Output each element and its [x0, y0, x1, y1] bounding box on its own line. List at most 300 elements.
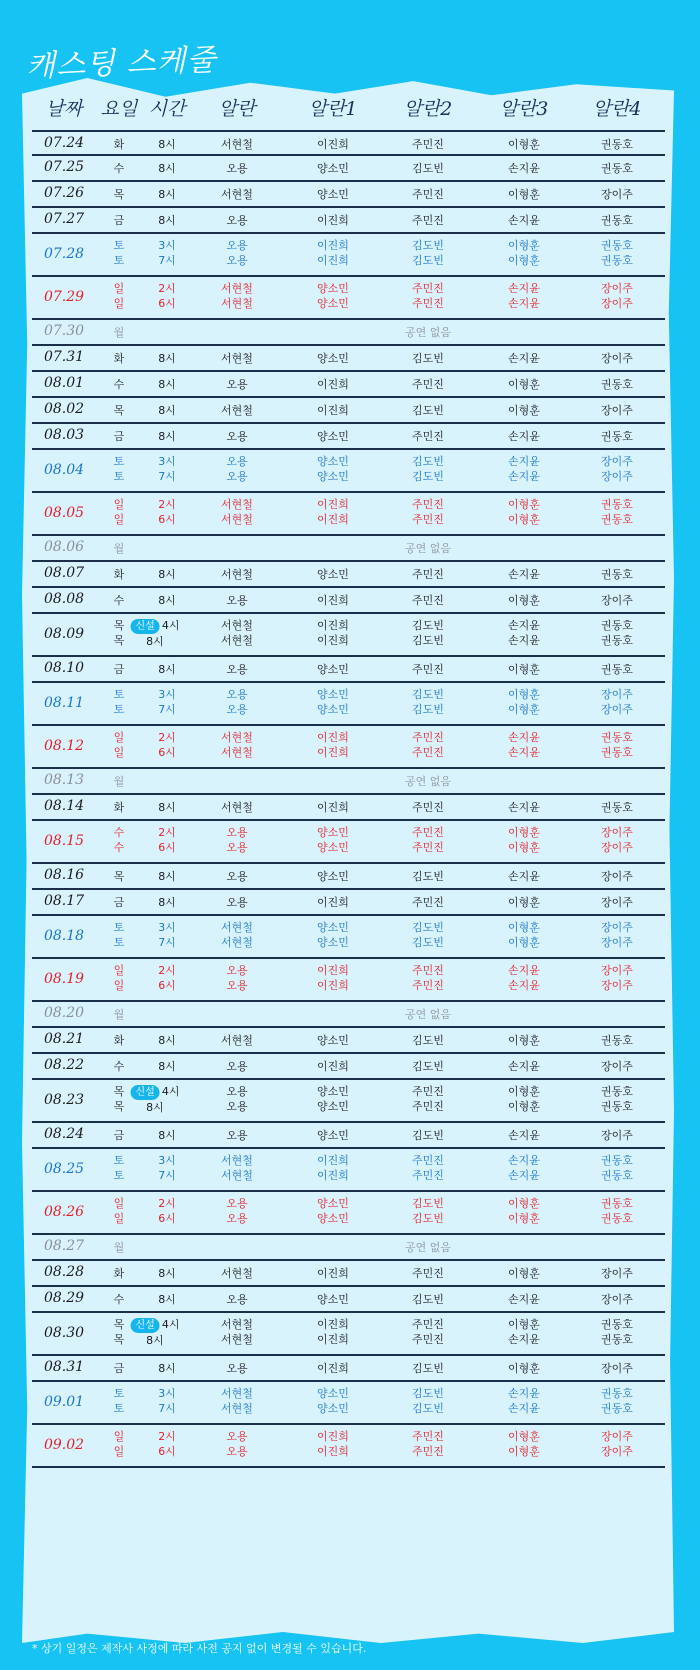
cast-name: 손지윤	[508, 1387, 540, 1400]
time-value: 8시	[158, 404, 176, 417]
cast-cell	[412, 238, 444, 268]
cast-name: 장이주	[601, 1129, 633, 1142]
cast-name: 손지윤	[508, 430, 540, 443]
cast-name: 오용	[226, 378, 248, 391]
cast-name: 주민진	[412, 378, 444, 391]
cast-name: 장이주	[601, 1445, 633, 1458]
cast-name: 양소민	[317, 663, 349, 676]
time-cell	[158, 351, 176, 366]
cast-cell	[317, 497, 349, 527]
cast-cell	[317, 187, 349, 202]
time-line	[158, 840, 176, 855]
time-value: 8시	[158, 162, 176, 175]
cast-name: 이형훈	[508, 1362, 540, 1375]
cast-name: 서현철	[221, 513, 253, 526]
cast-cell	[508, 403, 540, 418]
cast-name: 장이주	[601, 703, 633, 716]
cast-cell	[601, 213, 633, 228]
date-cell: 07.29	[43, 288, 85, 305]
schedule-row	[32, 156, 665, 182]
date-cell: 08.30	[43, 1324, 85, 1341]
cast-name: 손지윤	[508, 1293, 540, 1306]
cast-cell	[412, 497, 444, 527]
cast-name: 손지윤	[508, 619, 540, 632]
cast-cell	[601, 687, 633, 717]
cast-cell	[508, 497, 540, 527]
new-badge: 신설	[131, 619, 160, 634]
cast-name: 권동호	[601, 430, 633, 443]
day-value: 일	[113, 964, 125, 977]
time-line	[158, 296, 176, 311]
cast-cell	[601, 1128, 633, 1143]
time-value: 8시	[146, 635, 164, 648]
time-value: 2시	[158, 498, 176, 511]
cast-cell	[226, 895, 247, 910]
cast-cell	[317, 1266, 349, 1281]
schedule-row	[32, 588, 665, 614]
cast-name: 손지윤	[508, 282, 540, 295]
time-line	[158, 469, 176, 484]
cast-cell	[601, 454, 633, 484]
cast-name: 주민진	[412, 1154, 444, 1167]
no-show-text: 공연 없음	[404, 1008, 452, 1021]
cast-cell	[508, 730, 540, 760]
cast-name: 이형훈	[508, 594, 540, 607]
time-line	[158, 745, 176, 760]
cast-cell	[412, 920, 444, 950]
cast-cell	[221, 567, 253, 582]
time-cell	[158, 567, 176, 582]
time-cell	[158, 895, 176, 910]
schedule-row	[32, 536, 665, 562]
cast-cell	[601, 825, 633, 855]
day-value: 토	[113, 1402, 125, 1415]
time-cell	[158, 662, 176, 677]
day-value: 월	[113, 1008, 125, 1021]
cast-cell	[221, 800, 253, 815]
cast-name: 손지윤	[508, 1129, 540, 1142]
time-cell	[158, 963, 176, 993]
cast-name: 이진희	[317, 1318, 349, 1331]
cast-cell	[221, 1153, 253, 1183]
cast-name: 이진희	[317, 1333, 349, 1346]
time-value: 8시	[158, 1362, 176, 1375]
cast-cell	[412, 1361, 444, 1376]
cast-name: 주민진	[412, 979, 444, 992]
cast-cell	[508, 351, 540, 366]
cast-cell	[226, 593, 247, 608]
time-value: 8시	[158, 352, 176, 365]
schedule-row	[32, 1313, 665, 1356]
time-line	[158, 1361, 176, 1376]
time-value: 8시	[158, 1034, 176, 1047]
time-value: 2시	[158, 826, 176, 839]
date-cell: 08.02	[43, 401, 85, 417]
time-line	[158, 454, 176, 469]
time-cell	[158, 1386, 176, 1416]
cast-name: 김도빈	[412, 703, 444, 716]
cast-name: 장이주	[601, 188, 633, 201]
time-cell	[158, 1033, 176, 1048]
date-cell: 07.27	[43, 211, 85, 227]
time-cell	[158, 281, 176, 311]
time-cell	[158, 687, 176, 717]
cast-cell	[317, 687, 349, 717]
cast-cell	[508, 281, 540, 311]
cast-cell	[317, 1292, 349, 1307]
cast-name: 이형훈	[508, 703, 540, 716]
day-cell	[114, 1084, 125, 1114]
time-value: 3시	[158, 1154, 176, 1167]
cast-name: 김도빈	[412, 1034, 444, 1047]
date-cell: 08.25	[43, 1160, 85, 1177]
day-cell	[114, 325, 125, 340]
day-value: 화	[113, 138, 125, 151]
cast-name: 이형훈	[508, 921, 540, 934]
cast-cell	[317, 800, 349, 815]
time-cell	[158, 1059, 176, 1074]
cast-name: 양소민	[317, 1100, 349, 1113]
cast-name: 권동호	[601, 1100, 633, 1113]
date-cell: 08.12	[43, 737, 85, 754]
cast-cell	[317, 1059, 349, 1074]
day-value: 화	[113, 1034, 125, 1047]
page-title: 캐스팅 스케줄	[25, 42, 218, 85]
cast-cell	[601, 1361, 633, 1376]
cast-name: 주민진	[412, 1267, 444, 1280]
day-cell	[114, 593, 125, 608]
cast-name: 이형훈	[508, 688, 540, 701]
cast-cell	[601, 963, 633, 993]
cast-name: 이진희	[317, 513, 349, 526]
time-value: 7시	[158, 1402, 176, 1415]
cast-cell	[508, 1128, 540, 1143]
cast-name: 양소민	[317, 568, 349, 581]
time-value: 3시	[158, 1387, 176, 1400]
time-value: 6시	[158, 841, 176, 854]
cast-cell	[412, 1386, 444, 1416]
time-line	[158, 1444, 176, 1459]
cast-name: 손지윤	[508, 297, 540, 310]
cast-name: 장이주	[601, 896, 633, 909]
day-cell	[114, 1153, 125, 1183]
cast-cell	[508, 454, 540, 484]
time-value: 3시	[158, 688, 176, 701]
cast-cell	[317, 730, 349, 760]
day-value: 목	[113, 619, 125, 632]
cast-name: 장이주	[601, 826, 633, 839]
cast-name: 이진희	[317, 731, 349, 744]
cast-name: 김도빈	[412, 1197, 444, 1210]
day-cell	[114, 1240, 125, 1255]
cast-cell	[412, 869, 444, 884]
cast-name: 이진희	[317, 594, 349, 607]
time-line	[158, 497, 176, 512]
cast-name: 서현철	[221, 731, 253, 744]
cast-name: 양소민	[317, 936, 349, 949]
time-value: 7시	[158, 936, 176, 949]
cast-name: 양소민	[317, 841, 349, 854]
cast-cell	[508, 238, 540, 268]
cast-cell	[226, 213, 247, 228]
day-cell	[114, 800, 125, 815]
cast-name: 권동호	[601, 162, 633, 175]
time-cell	[158, 1292, 176, 1307]
cast-cell	[412, 1059, 444, 1074]
cast-name: 양소민	[317, 1387, 349, 1400]
cast-cell	[508, 825, 540, 855]
time-cell	[158, 1128, 176, 1143]
cast-name: 서현철	[221, 188, 253, 201]
cast-cell	[508, 800, 540, 815]
day-value: 일	[113, 498, 125, 511]
day-cell	[114, 351, 125, 366]
cast-cell	[412, 593, 444, 608]
time-line	[158, 1292, 176, 1307]
cast-cell	[601, 187, 633, 202]
cast-name: 주민진	[412, 282, 444, 295]
day-cell	[114, 567, 125, 582]
cast-name: 주민진	[412, 896, 444, 909]
cast-name: 김도빈	[412, 619, 444, 632]
cast-name: 권동호	[601, 731, 633, 744]
time-line	[158, 687, 176, 702]
day-value: 화	[113, 1267, 125, 1280]
cast-cell	[221, 497, 253, 527]
schedule-row	[32, 890, 665, 916]
cast-name: 이형훈	[508, 254, 540, 267]
cast-cell	[317, 1084, 349, 1114]
cast-name: 권동호	[601, 1169, 633, 1182]
cast-name: 오용	[226, 688, 248, 701]
schedule-row	[32, 182, 665, 208]
cast-cell	[317, 618, 349, 648]
cast-cell	[508, 1153, 540, 1183]
time-line	[158, 213, 176, 228]
time-cell	[158, 213, 176, 228]
day-value: 일	[113, 513, 125, 526]
time-value: 8시	[158, 801, 176, 814]
time-line	[131, 1084, 180, 1100]
cast-cell	[226, 1128, 247, 1143]
cast-name: 이진희	[317, 1445, 349, 1458]
date-cell: 08.18	[43, 927, 85, 944]
cast-name: 서현철	[221, 801, 253, 814]
cast-name: 이진희	[317, 746, 349, 759]
cast-cell	[221, 618, 253, 648]
cast-name: 양소민	[317, 470, 349, 483]
cast-name: 이형훈	[508, 1034, 540, 1047]
time-line	[158, 161, 176, 176]
date-cell: 08.21	[43, 1031, 85, 1047]
cast-cell	[601, 662, 633, 677]
day-cell	[114, 895, 125, 910]
cast-cell	[508, 593, 540, 608]
cast-name: 장이주	[601, 594, 633, 607]
cast-name: 권동호	[601, 1402, 633, 1415]
cast-cell	[412, 730, 444, 760]
cast-cell	[412, 137, 444, 152]
cast-cell	[412, 377, 444, 392]
cast-name: 오용	[226, 455, 248, 468]
date-cell: 08.04	[43, 461, 85, 478]
day-cell	[114, 730, 125, 760]
cast-name: 이진희	[317, 498, 349, 511]
day-value: 금	[113, 1129, 125, 1142]
day-value: 수	[113, 826, 125, 839]
cast-name: 양소민	[317, 1129, 349, 1142]
day-cell	[114, 377, 125, 392]
cast-name: 권동호	[601, 634, 633, 647]
schedule-table	[32, 130, 665, 1468]
cast-name: 이진희	[317, 1154, 349, 1167]
time-cell	[131, 1317, 180, 1348]
day-value: 토	[113, 688, 125, 701]
time-value: 8시	[158, 188, 176, 201]
cast-cell	[412, 687, 444, 717]
time-cell	[158, 137, 176, 152]
date-cell: 08.06	[43, 539, 85, 555]
day-cell	[114, 161, 125, 176]
time-line	[158, 1211, 176, 1226]
day-value: 토	[113, 1154, 125, 1167]
cast-cell	[508, 963, 540, 993]
day-cell	[114, 541, 125, 556]
cast-cell	[601, 920, 633, 950]
cast-name: 서현철	[221, 1387, 253, 1400]
date-cell: 08.19	[43, 970, 85, 987]
time-value: 6시	[158, 297, 176, 310]
cast-name: 장이주	[601, 1267, 633, 1280]
cast-cell	[508, 618, 540, 648]
cast-cell	[412, 895, 444, 910]
cast-cell	[508, 137, 540, 152]
cast-cell	[601, 377, 633, 392]
schedule-row	[32, 769, 665, 795]
time-line	[158, 1386, 176, 1401]
cast-cell	[508, 161, 540, 176]
schedule-row	[32, 864, 665, 890]
schedule-row	[32, 1356, 665, 1382]
time-value: 3시	[158, 455, 176, 468]
time-cell	[158, 1361, 176, 1376]
cast-cell	[317, 1361, 349, 1376]
day-value: 목	[113, 404, 125, 417]
day-value: 금	[113, 896, 125, 909]
cast-cell	[412, 800, 444, 815]
cast-name: 김도빈	[412, 1060, 444, 1073]
time-value: 8시	[146, 1334, 164, 1347]
cast-cell	[601, 567, 633, 582]
cast-cell	[317, 1153, 349, 1183]
header-alan2: 알란2	[403, 98, 453, 120]
cast-name: 권동호	[601, 1333, 633, 1346]
cast-name: 양소민	[317, 1197, 349, 1210]
cast-name: 이진희	[317, 1060, 349, 1073]
cast-cell	[601, 593, 633, 608]
cast-name: 장이주	[601, 1362, 633, 1375]
day-value: 일	[113, 979, 125, 992]
cast-name: 권동호	[601, 568, 633, 581]
schedule-row	[32, 1192, 665, 1235]
cast-name: 오용	[226, 841, 248, 854]
header-alan1: 알란1	[308, 98, 358, 120]
cast-cell	[601, 618, 633, 648]
time-line	[131, 1100, 180, 1115]
cast-name: 주민진	[412, 1430, 444, 1443]
cast-name: 양소민	[317, 1293, 349, 1306]
cast-cell	[317, 869, 349, 884]
date-cell: 08.27	[43, 1238, 85, 1254]
time-value: 4시	[161, 1318, 180, 1331]
cast-name: 오용	[226, 430, 248, 443]
cast-name: 이형훈	[508, 1085, 540, 1098]
cast-name: 장이주	[601, 979, 633, 992]
cast-cell	[317, 963, 349, 993]
cast-cell	[412, 403, 444, 418]
time-line	[158, 137, 176, 152]
cast-name: 양소민	[317, 1085, 349, 1098]
day-cell	[114, 1292, 125, 1307]
time-line	[158, 1153, 176, 1168]
cast-cell	[221, 730, 253, 760]
cast-cell	[226, 869, 247, 884]
cast-cell	[508, 1292, 540, 1307]
header-alan4: 알란4	[592, 98, 642, 120]
day-cell	[114, 825, 125, 855]
cast-name: 양소민	[317, 282, 349, 295]
day-value: 화	[113, 352, 125, 365]
cast-name: 김도빈	[412, 470, 444, 483]
cast-cell	[508, 895, 540, 910]
time-value: 4시	[161, 1085, 180, 1098]
day-value: 금	[113, 430, 125, 443]
new-badge: 신설	[131, 1085, 160, 1100]
schedule-row	[32, 1149, 665, 1192]
cast-name: 김도빈	[412, 1129, 444, 1142]
day-value: 목	[113, 634, 125, 647]
cast-cell	[317, 1196, 349, 1226]
date-cell: 09.01	[43, 1393, 85, 1410]
cast-name: 김도빈	[412, 1402, 444, 1415]
cast-name: 김도빈	[412, 254, 444, 267]
time-line	[158, 1033, 176, 1048]
date-cell: 07.25	[43, 159, 85, 175]
time-value: 6시	[158, 1212, 176, 1225]
day-value: 수	[113, 594, 125, 607]
time-value: 8시	[158, 594, 176, 607]
schedule-row	[32, 916, 665, 959]
schedule-row	[32, 372, 665, 398]
time-line	[158, 1429, 176, 1444]
day-value: 수	[113, 841, 125, 854]
time-value: 8시	[158, 378, 176, 391]
schedule-row	[32, 130, 665, 156]
cast-cell	[226, 238, 247, 268]
cast-name: 주민진	[412, 498, 444, 511]
cast-cell	[601, 1033, 633, 1048]
date-cell: 08.10	[43, 660, 85, 676]
cast-name: 권동호	[601, 746, 633, 759]
cast-name: 권동호	[601, 254, 633, 267]
cast-name: 오용	[226, 1197, 248, 1210]
cast-cell	[226, 1059, 247, 1074]
cast-cell	[226, 1429, 247, 1459]
time-line	[158, 702, 176, 717]
cast-name: 오용	[226, 1362, 248, 1375]
time-line	[158, 825, 176, 840]
cast-name: 주민진	[412, 568, 444, 581]
